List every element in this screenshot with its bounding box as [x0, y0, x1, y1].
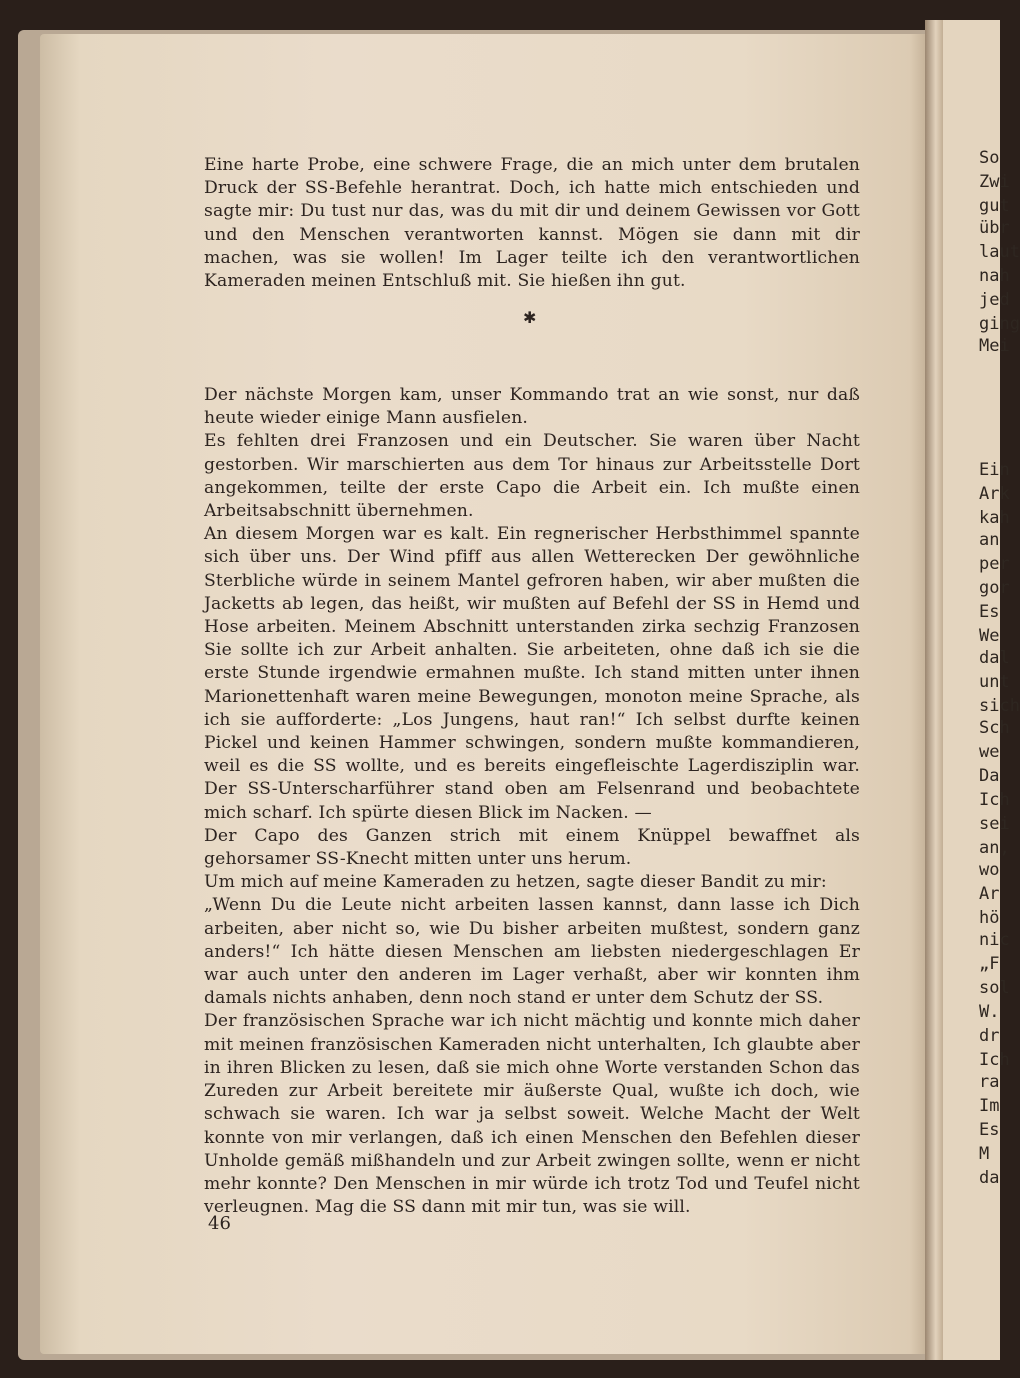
next-page-fragment: an,: [979, 838, 1010, 858]
next-page-fragment: per: [979, 554, 1010, 574]
next-page-fragment: we: [979, 742, 1000, 762]
next-page-fragment: Ich: [979, 790, 1010, 810]
next-page-fragment: an: [979, 530, 1000, 550]
paragraph: Der nächste Morgen kam, unser Kommando trat an wie sonst, nur daß heute wieder einige Mann ausfielen.: [204, 385, 860, 429]
next-page-fragment: We: [979, 626, 1000, 646]
page-number: 46: [208, 1213, 231, 1234]
next-page-fragment: gor: [979, 578, 1010, 598]
next-page-fragment: jed: [979, 290, 1010, 310]
next-page-fragment: Ich: [979, 1050, 1010, 1070]
section-separator-asterisk: ✱: [523, 308, 537, 327]
next-page-fragment: dr: [979, 1026, 1000, 1046]
paragraph: Um mich auf meine Kameraden zu hetzen, sagte dieser Bandit zu mir:: [204, 872, 827, 893]
next-page-fragment: sei: [979, 814, 1010, 834]
next-page-fragment: W.: [979, 1002, 1000, 1022]
next-page-fragment: Es: [979, 1120, 1000, 1140]
next-page-fragment: übr: [979, 218, 1010, 238]
next-page-fragment: ging: [979, 314, 1020, 334]
paragraph: Der Capo des Ganzen strich mit einem Knüppel bewaffnet als gehorsamer SS-Knecht mitten unter uns herum.: [204, 825, 860, 870]
paragraph: An diesem Morgen war es kalt. Ein regnerischer Herbsthimmel spannte sich über uns. Der Wind pfiff aus allen Wetterecken Der gewöhnliche Sterbliche würde in seinem Mantel gefroren haben, wir aber mußten die Jacketts ab legen, das heißt, wir mußten auf Befehl der SS in Hemd und Hose arbeiten. Meinem Abschnitt unterstanden zirka sechzig Franzosen Sie sollte ich zur Arbeit anhalten. Sie arbeiteten, ohne daß ich sie die erste Stunde irgendwie ermahnen mußte. Ich stand mitten unter ihnen Marionettenhaft waren meine Bewegungen, monoton meine Sprache, als ich sie aufforderte: „Los Jungens, haut ran!“ Ich selbst durfte keinen Pickel und keinen Hammer schwingen, sondern mußte kommandieren, weil es die SS wollte, und es bereits eingefleischte Lagerdisziplin war. Der SS-Unterscharführer stand oben am Felsenrand und beobachtete mich scharf. Ich spürte diesen Blick im Nacken. —: [204, 524, 860, 823]
next-page-fragment: unt: [979, 672, 1010, 692]
next-page-fragment: Im: [979, 1096, 1000, 1116]
next-page-fragment: Ar: [979, 884, 1000, 904]
next-page-fragment: Es: [979, 602, 1000, 622]
book-spine: [925, 20, 943, 1360]
next-page-fragment: Ein: [979, 460, 1010, 480]
next-page-fragment: Ark: [979, 484, 1010, 504]
next-page-fragment: Zwi: [979, 172, 1010, 192]
next-page-fragment: kah: [979, 508, 1010, 528]
next-page-fragment: gut: [979, 196, 1010, 216]
next-page-fragment: wo: [979, 860, 1000, 880]
next-page-fragment: nah: [979, 266, 1010, 286]
paragraph: Der französischen Sprache war ich nicht mächtig und konnte mich daher mit meinen französischen Kameraden nicht unterhalten, Ich glaubte aber in ihren Blicken zu lesen, daß sie mich ohne Worte verstanden Schon das Zureden zur Arbeit bereitete mir äußerste Qual, wußte ich doch, wie schwach sie waren. Ich war ja selbst soweit. Welche Macht der Welt konnte von mir verlangen, daß ich einen Menschen den Befehlen dieser Unholde gemäß mißhandeln und zur Arbeit zwingen sollte, wenn er nicht mehr konnte? Den Menschen in mir würde ich trotz Tod und Teufel nicht verleugnen. Mag die SS dann mit mir tun, was sie will.: [204, 1011, 860, 1218]
next-page-fragment: da: [979, 1168, 1000, 1188]
next-page-fragment: dal: [979, 648, 1010, 668]
next-page-fragment: sich: [979, 696, 1020, 716]
next-page-fragment: So: [979, 148, 1000, 168]
paragraph-block-2: [204, 384, 860, 1219]
next-page-strip: [943, 20, 1020, 1360]
next-page-fragment: nic: [979, 930, 1010, 950]
next-page-fragment: Sch: [979, 718, 1010, 738]
paragraph: Es fehlten drei Franzosen und ein Deutscher. Sie waren über Nacht gestorben. Wir marschierten aus dem Tor hinaus zur Arbeitsstelle Dort angekommen, teilte der erste Capo die Arbeit ein. Ich mußte einen Arbeitsabschnitt übernehmen.: [204, 431, 860, 522]
next-page-fragment: Da: [979, 766, 1000, 786]
paragraph: „Wenn Du die Leute nicht arbeiten lassen kannst, dann lasse ich Dich arbeiten, aber nicht so, wie Du bisher arbeiten mußtest, sondern ganz anders!“ Ich hätte diesen Menschen am liebsten niedergeschlagen Er war auch unter den anderen im Lager verhaßt, aber wir konnten ihm damals nichts anhaben, denn noch stand er unter dem Schutz der SS.: [204, 895, 860, 1009]
next-page-fragment: M: [979, 1144, 990, 1164]
next-page-fragment: hö: [979, 908, 1000, 928]
paragraph: Eine harte Probe, eine schwere Frage, die an mich unter dem brutalen Druck der SS-Befehle herantrat. Doch, ich hatte mich entschieden und sagte mir: Du tust nur das, was du mit dir und deinem Gewissen vor Gott und den Menschen verantworten kannst. Mögen sie dann mit dir machen, was sie wollen! Im Lager teilte ich den verantwortlichen Kameraden meinen Entschluß mit. Sie hießen ihn gut.: [204, 155, 860, 292]
next-page-fragment: sol: [979, 978, 1010, 998]
next-page-fragment: laut: [979, 242, 1020, 262]
next-page-fragment: ra: [979, 1072, 1000, 1092]
next-page-fragment: „F: [979, 954, 1000, 974]
next-page-fragment: Mei: [979, 336, 1010, 356]
paragraph-block-1: [204, 154, 860, 293]
